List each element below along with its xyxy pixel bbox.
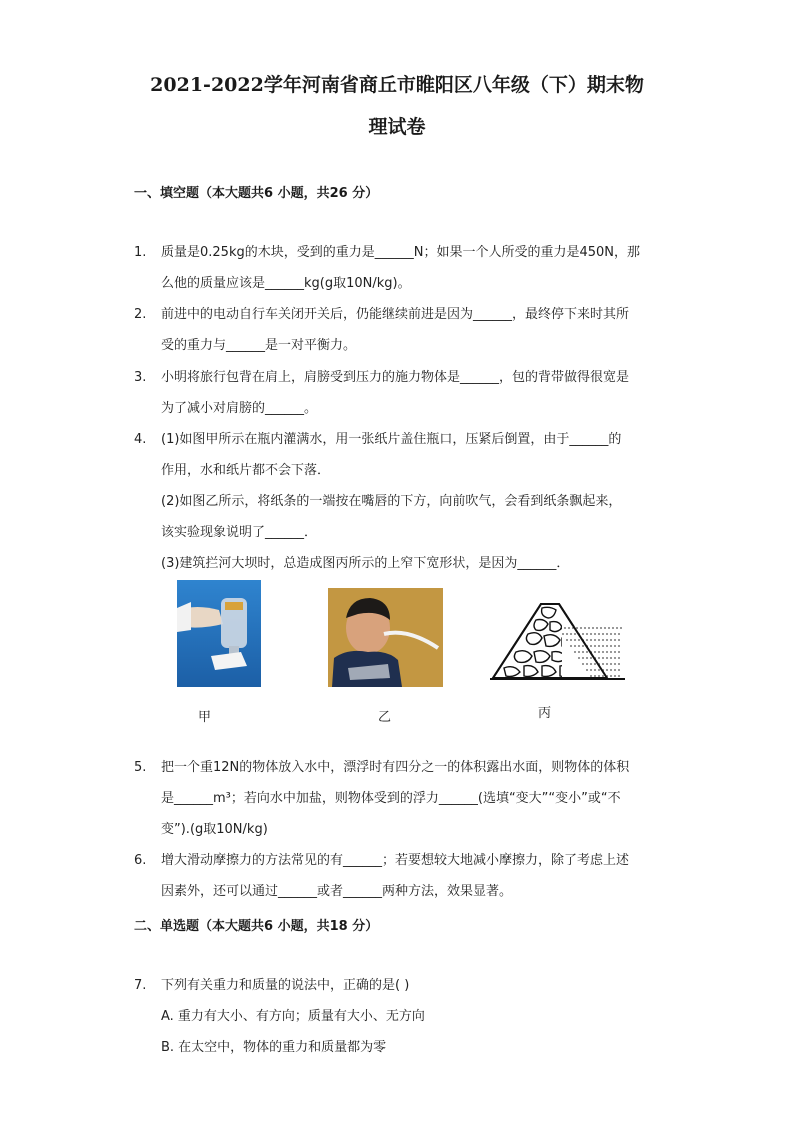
question-text: 变”).(g取10N/kg) xyxy=(161,822,268,837)
question-text: 增大滑动摩擦力的方法常见的有______；若要想较大地减小摩擦力，除了考虑上述 xyxy=(161,853,630,868)
question-text: 前进中的电动自行车关闭开关后，仍能继续前进是因为______，最终停下来时其所 xyxy=(161,307,630,322)
question-text: 质量是0.25kg的木块，受到的重力是______N；如果一个人所受的重力是450N，那 xyxy=(161,245,640,260)
question-text: (3)建筑拦河大坝时，总造成图丙所示的上窄下宽形状，是因为______． xyxy=(161,556,570,571)
question-text: 该实验现象说明了______． xyxy=(161,525,318,540)
question-number: 6. xyxy=(134,853,147,868)
question-text: 下列有关重力和质量的说法中，正确的是( ) xyxy=(161,978,410,993)
question-number: 7. xyxy=(134,978,147,993)
question-1 xyxy=(134,237,664,299)
question-text: (1)如图甲所示在瓶内灌满水，用一张纸片盖住瓶口，压紧后倒置，由于______的 xyxy=(161,432,622,447)
question-text: 把一个重12N的物体放入水中，漂浮时有四分之一的体积露出水面，则物体的体积 xyxy=(161,760,630,775)
question-text: 么他的质量应该是______kg(g取10N/kg)。 xyxy=(161,276,411,291)
exam-title-line1: 2021-2022学年河南省商丘市睢阳区八年级（下）期末物 xyxy=(150,74,644,96)
figure-dam-diagram xyxy=(490,600,625,682)
question-text: 为了减小对肩膀的______。 xyxy=(161,401,318,416)
question-number: 2. xyxy=(134,307,147,322)
question-6 xyxy=(134,845,664,907)
question-text: 小明将旅行包背在肩上，肩膀受到压力的施力物体是______，包的背带做得很宽是 xyxy=(161,370,630,385)
question-text: 因素外，还可以通过______或者______两种方法，效果显著。 xyxy=(161,884,513,899)
question-number: 4. xyxy=(134,432,147,447)
question-text: 是______m³；若向水中加盐，则物体受到的浮力______(选填“变大”“变小”或“不 xyxy=(161,791,621,806)
figure-caption-b: 乙 xyxy=(378,710,392,725)
option-a: A. 重力有大小、有方向；质量有大小、无方向 xyxy=(161,1009,425,1024)
question-text: (2)如图乙所示，将纸条的一端按在嘴唇的下方，向前吹气，会看到纸条飘起来， xyxy=(161,494,622,509)
section-fill-in-blank: 一、填空题（本大题共6 小题，共26 分） xyxy=(134,186,379,201)
question-number: 5. xyxy=(134,760,147,775)
question-2 xyxy=(134,299,664,361)
question-3 xyxy=(134,362,664,424)
figure-boy-blowing-photo xyxy=(328,588,443,687)
section-single-choice: 二、单选题（本大题共6 小题，共18 分） xyxy=(134,919,379,934)
question-5 xyxy=(134,752,664,845)
figure-bottle-photo xyxy=(177,580,261,687)
question-7 xyxy=(134,970,664,1063)
figure-caption-c: 丙 xyxy=(538,706,552,721)
question-number: 1. xyxy=(134,245,147,260)
figure-caption-a: 甲 xyxy=(198,710,212,725)
question-4 xyxy=(134,424,664,579)
question-text: 受的重力与______是一对平衡力。 xyxy=(161,338,357,353)
question-number: 3. xyxy=(134,370,147,385)
question-text: 作用，水和纸片都不会下落． xyxy=(161,463,331,478)
exam-title-line2: 理试卷 xyxy=(368,116,426,138)
option-b: B. 在太空中，物体的重力和质量都为零 xyxy=(161,1040,387,1055)
